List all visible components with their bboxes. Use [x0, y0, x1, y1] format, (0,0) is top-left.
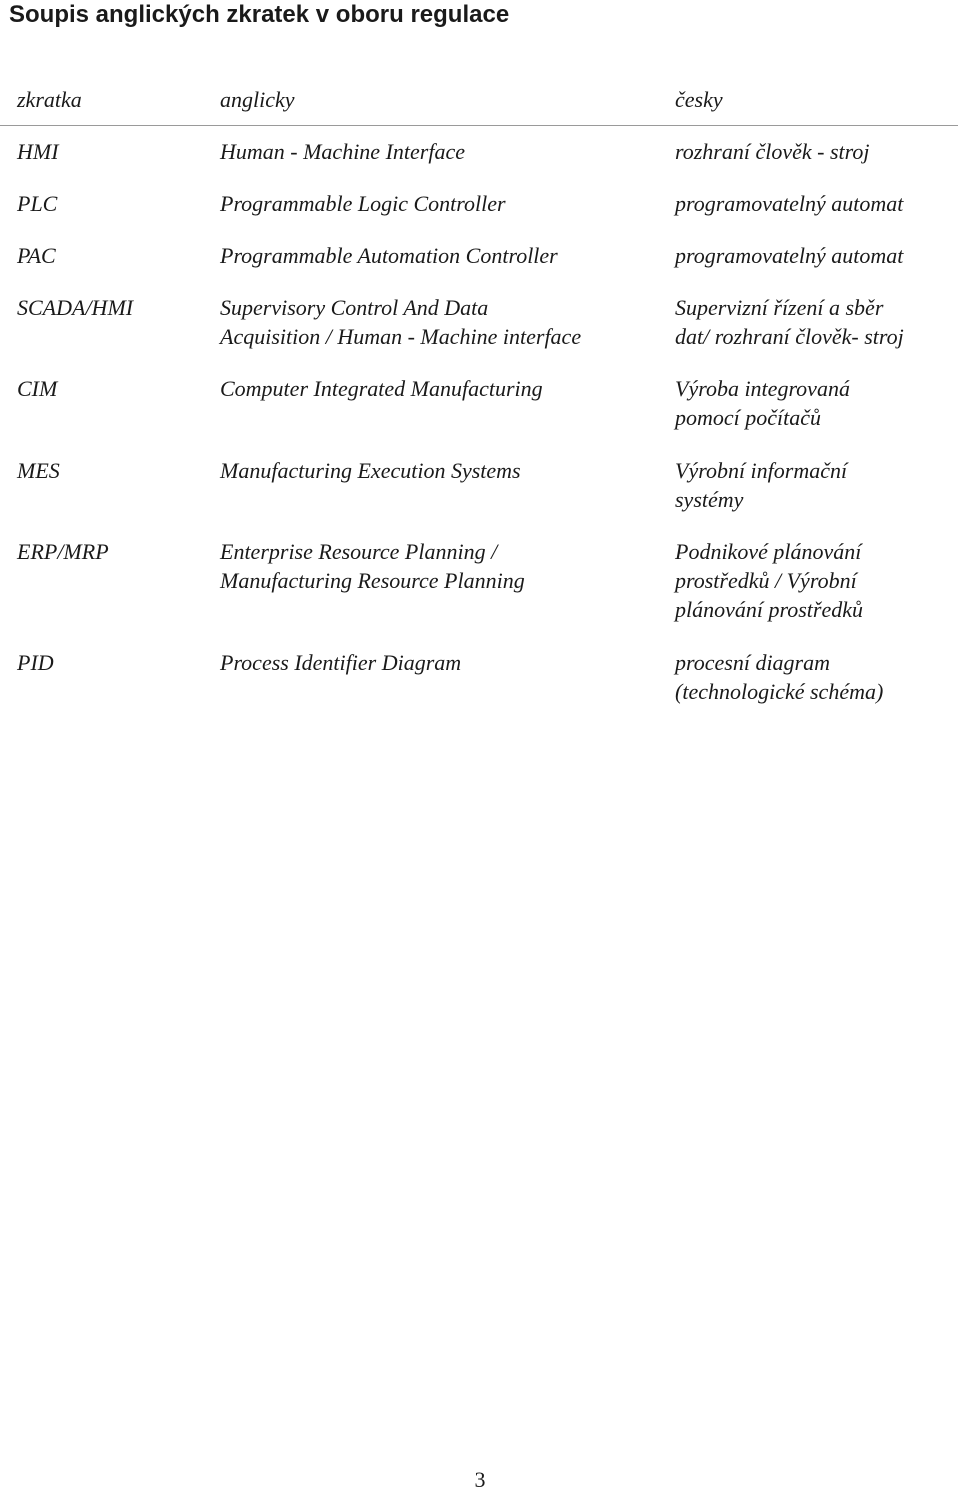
czech-line: programovatelný automat	[675, 191, 904, 216]
czech-cell	[675, 189, 903, 218]
czech-line: pomocí počítačů	[675, 405, 822, 430]
abbreviation-cell: MES	[17, 458, 60, 483]
czech-cell	[675, 293, 904, 351]
english-line: Computer Integrated Manufacturing	[220, 376, 543, 401]
czech-cell	[675, 537, 863, 624]
english-cell	[220, 189, 506, 218]
czech-cell	[675, 648, 883, 706]
czech-cell	[675, 241, 903, 270]
abbreviation-cell: PLC	[17, 191, 58, 216]
czech-line: Podnikové plánování	[675, 539, 862, 564]
header-english: anglicky	[220, 87, 295, 112]
english-cell	[220, 293, 581, 351]
czech-cell	[675, 374, 850, 432]
page-number: 3	[474, 1467, 486, 1492]
english-line: Human - Machine Interface	[220, 139, 465, 164]
english-line: Supervisory Control And Data	[220, 295, 489, 320]
abbreviation-cell: HMI	[17, 139, 59, 164]
czech-cell	[675, 137, 870, 166]
abbreviation-cell: SCADA/HMI	[17, 295, 134, 320]
english-cell	[220, 241, 558, 270]
english-line: Manufacturing Resource Planning	[220, 568, 525, 593]
czech-line: procesní diagram	[675, 650, 831, 675]
czech-line: dat/ rozhraní člověk- stroj	[675, 324, 904, 349]
czech-line: Výroba integrovaná	[675, 376, 850, 401]
czech-line: plánování prostředků	[675, 597, 863, 622]
header-czech: česky	[675, 87, 723, 112]
czech-line: prostředků / Výrobní	[675, 568, 857, 593]
czech-line: Výrobní informační	[675, 458, 848, 483]
czech-line: Supervizní řízení a sběr	[675, 295, 884, 320]
english-cell	[220, 456, 521, 485]
english-cell	[220, 537, 525, 595]
english-cell	[220, 648, 461, 677]
abbreviation-cell: PAC	[17, 243, 56, 268]
english-line: Manufacturing Execution Systems	[220, 458, 521, 483]
english-line: Process Identifier Diagram	[220, 650, 462, 675]
english-line: Programmable Automation Controller	[220, 243, 558, 268]
english-line: Enterprise Resource Planning /	[220, 539, 498, 564]
abbreviation-cell: ERP/MRP	[17, 539, 109, 564]
english-cell	[220, 137, 465, 166]
czech-line: systémy	[675, 487, 744, 512]
czech-line: (technologické schéma)	[675, 679, 884, 704]
english-line: Acquisition / Human - Machine interface	[220, 324, 582, 349]
english-cell	[220, 374, 543, 403]
czech-cell	[675, 456, 847, 514]
abbreviation-cell: CIM	[17, 376, 58, 401]
abbreviation-cell: PID	[17, 650, 54, 675]
header-abbreviation: zkratka	[17, 87, 82, 112]
english-line: Programmable Logic Controller	[220, 191, 506, 216]
page-title: Soupis anglických zkratek v oboru regulace	[9, 1, 510, 28]
czech-line: rozhraní člověk - stroj	[675, 139, 870, 164]
czech-line: programovatelný automat	[675, 243, 904, 268]
table-header	[0, 85, 958, 126]
